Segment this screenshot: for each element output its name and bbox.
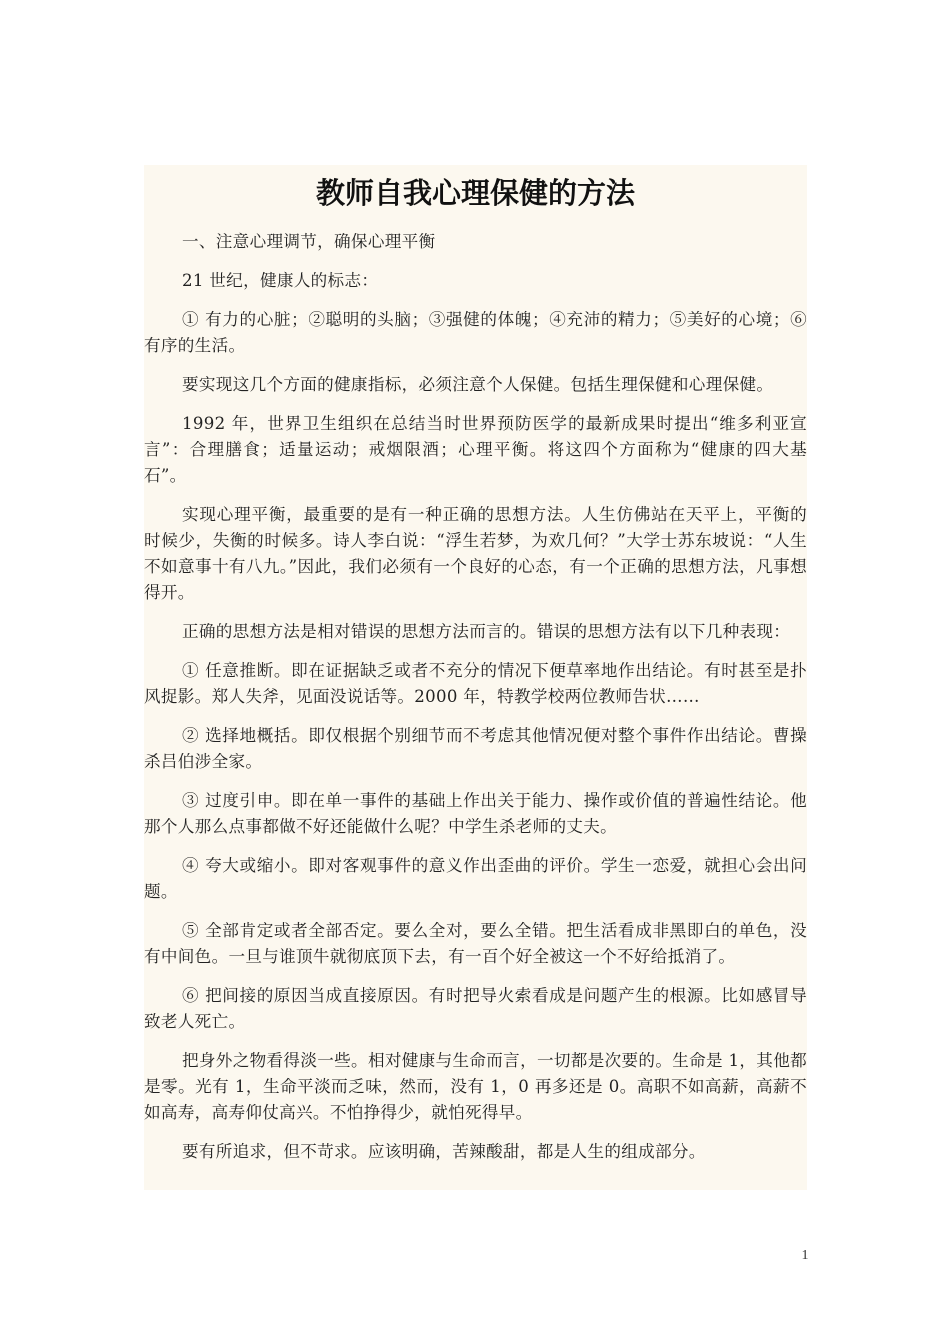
list-item: ② 选择地概括。即仅根据个别细节而不考虑其他情况便对整个事件作出结论。曹操杀吕伯涉全家。	[144, 726, 807, 771]
paragraph: 正确的思想方法是相对错误的思想方法而言的。错误的思想方法有以下几种表现：	[182, 622, 791, 641]
paragraph: 要实现这几个方面的健康指标，必须注意个人保健。包括生理保健和心理保健。	[182, 375, 774, 394]
document-body	[144, 165, 807, 1190]
paragraph: 1992 年，世界卫生组织在总结当时世界预防医学的最新成果时提出“维多利亚宣言”：合理膳食；适量运动；戒烟限酒；心理平衡。将这四个方面称为“健康的四大基石”。	[144, 414, 807, 485]
section-heading: 一、注意心理调节，确保心理平衡	[182, 232, 436, 251]
list-item: ③ 过度引申。即在单一事件的基础上作出关于能力、操作或价值的普遍性结论。他那个人那么点事都做不好还能做什么呢？中学生杀老师的丈夫。	[144, 791, 807, 836]
page-number: 1	[801, 1248, 809, 1263]
paragraph: ① 有力的心脏；②聪明的头脑；③强健的体魄；④充沛的精力；⑤美好的心境；⑥有序的生活。	[144, 310, 807, 355]
paragraph: 把身外之物看得淡一些。相对健康与生命而言，一切都是次要的。生命是 1，其他都是零。光有 1，生命平淡而乏味，然而，没有 1，0 再多还是 0。高职不如高薪，高薪不如高寿，高寿仰仗高兴。不怕挣得少，就怕死得早。	[144, 1051, 807, 1122]
list-item: ① 任意推断。即在证据缺乏或者不充分的情况下便草率地作出结论。有时甚至是扑风捉影。郑人失斧，见面没说话等。2000 年，特教学校两位教师告状……	[144, 661, 807, 706]
document-title: 教师自我心理保健的方法	[315, 176, 635, 210]
list-item: ⑤ 全部肯定或者全部否定。要么全对，要么全错。把生活看成非黑即白的单色，没有中间色。一旦与谁顶牛就彻底顶下去，有一百个好全被这一个不好给抵消了。	[144, 921, 807, 966]
paragraph: 实现心理平衡，最重要的是有一种正确的思想方法。人生仿佛站在天平上，平衡的时候少，失衡的时候多。诗人李白说：“浮生若梦，为欢几何？”大学士苏东坡说：“人生不如意事十有八九。”因此，我们必须有一个良好的心态，有一个正确的思想方法，凡事想得开。	[144, 505, 807, 602]
list-item: ④ 夸大或缩小。即对客观事件的意义作出歪曲的评价。学生一恋爱，就担心会出问题。	[144, 856, 807, 901]
paragraph: 21 世纪，健康人的标志：	[182, 271, 379, 290]
paragraph: 要有所追求，但不苛求。应该明确，苦辣酸甜，都是人生的组成部分。	[182, 1142, 706, 1161]
list-item: ⑥ 把间接的原因当成直接原因。有时把导火索看成是问题产生的根源。比如感冒导致老人死亡。	[144, 986, 807, 1031]
